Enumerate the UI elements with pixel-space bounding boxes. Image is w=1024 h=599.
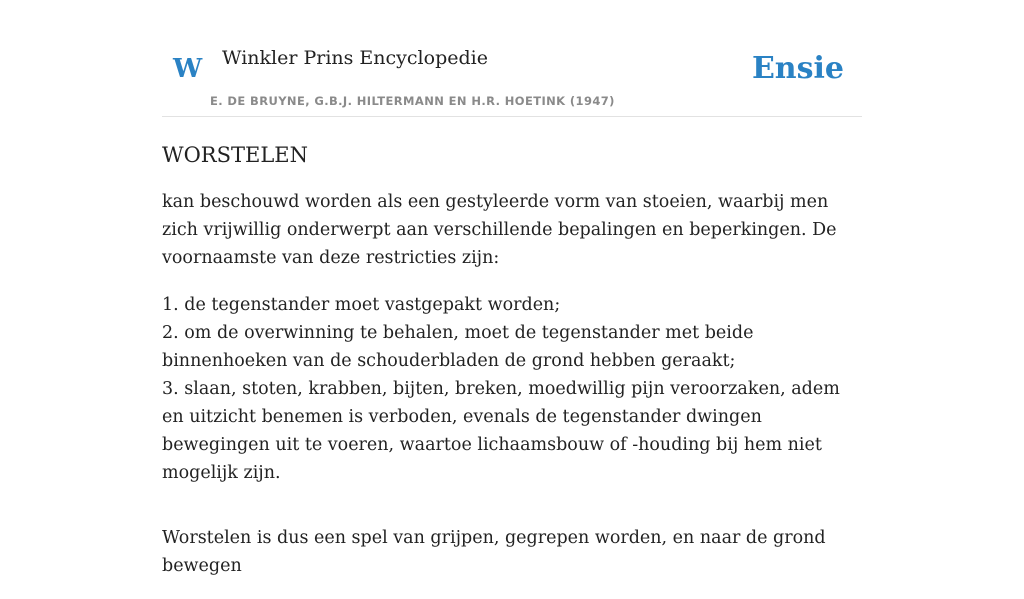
source-header	[162, 0, 862, 117]
entry-title: WORSTELEN	[162, 143, 308, 167]
rule-item-2: 2. om de overwinning te behalen, moet de tegenstander met beide binnenhoeken van de schouderbladen de grond hebben geraakt;	[162, 323, 754, 371]
source-authors: E. DE BRUYNE, G.B.J. HILTERMANN EN H.R. HOETINK (1947)	[210, 94, 615, 108]
source-logo-icon[interactable]: W	[173, 54, 203, 84]
brand-logo[interactable]: Ensie	[751, 51, 844, 86]
rule-item-1: 1. de tegenstander moet vastgepakt worden;	[162, 295, 561, 315]
closing-paragraph: Worstelen is dus een spel van grijpen, gegrepen worden, en naar de grond bewegen	[162, 528, 826, 576]
rules-list	[162, 291, 862, 487]
intro-paragraph: kan beschouwd worden als een gestyleerde vorm van stoeien, waarbij men zich vrijwillig onderwerpt aan verschillende bepalingen en beperkingen. De voornaamste van deze restricties zijn:	[162, 192, 837, 268]
source-title-link[interactable]: Winkler Prins Encyclopedie	[222, 47, 488, 69]
rule-item-3: 3. slaan, stoten, krabben, bijten, breken, moedwillig pijn veroorzaken, adem en uitzicht benemen is verboden, evenals de tegenstander dwingen bewegingen uit te voeren, waartoe lichaamsbouw of -houding bij hem niet mogelijk zijn.	[162, 379, 840, 483]
article-body	[162, 138, 862, 599]
